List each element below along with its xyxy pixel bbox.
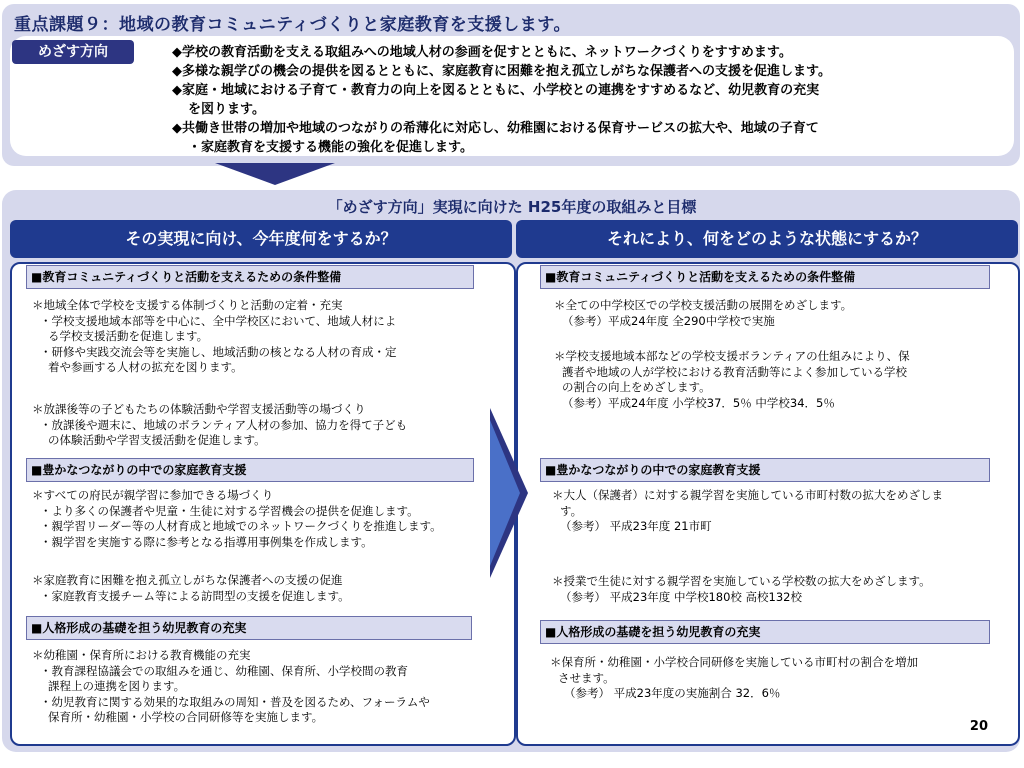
- goal-list: [172, 43, 1002, 157]
- goal-item-continued: を図ります。: [188, 102, 265, 117]
- left-text-block: ＊家庭教育に困難を抱え孤立しがちな保護者への支援の促進 ・家庭教育支援チーム等による訪問型の支援を促進します。: [32, 573, 350, 603]
- left-text-block: ＊地域全体で学校を支援する体制づくりと活動の定着・充実 ・学校支援地域本部等を中心に、全中学校区において、地域人材によ る学校支援活動を促進します。 ・研修や実践交流会等を実施し、地域活動の核となる人材の育成・定 着や参画する人材の拡充を図ります。: [32, 298, 397, 374]
- left-section-heading: ■人格形成の基礎を担う幼児教育の充実: [26, 616, 472, 640]
- left-section-heading: ■教育コミュニティづくりと活動を支えるための条件整備: [26, 265, 474, 289]
- goal-item: ◆多様な親学びの機会の提供を図るとともに、家庭教育に困難を抱え孤立しがちな保護者への支援を促進します。: [172, 64, 831, 79]
- left-text-block: ＊すべての府民が親学習に参加できる場づくり ・より多くの保護者や児童・生徒に対する学習機会の提供を促進します。 ・親学習リーダー等の人材育成と地域でのネットワークづくりを推進します。 ・親学習を実施する際に参考となる指導用事例集を作成します。: [32, 488, 442, 549]
- goal-item-continued: ・家庭教育を支援する機能の強化を促進します。: [188, 140, 473, 155]
- goal-item: ◆学校の教育活動を支える取組みへの地域人材の参画を促すとともに、ネットワークづくりをすすめます。: [172, 45, 792, 60]
- down-arrow-icon: [215, 163, 335, 185]
- right-text-block: ＊学校支援地域本部などの学校支援ボランティアの仕組みにより、保 護者や地域の人が学校における教育活動等によく参加している学校 の割合の向上をめざします。 （参考）平成24年度 小学校37．5％ 中学校34．5％: [554, 349, 910, 410]
- right-arrow-fill-icon: [490, 420, 520, 566]
- right-text-block: ＊授業で生徒に対する親学習を実施している学校数の拡大をめざします。 （参考） 平成23年度 中学校180校 高校132校: [552, 574, 931, 604]
- page-title: 重点課題９：地域の教育コミュニティづくりと家庭教育を支援します。: [14, 15, 571, 35]
- left-text-block: ＊幼稚園・保育所における教育機能の充実 ・教育課程協議会での取組みを通じ、幼稚園、保育所、小学校間の教育 課程上の連携を図ります。 ・幼児教育に関する効果的な取組みの周知・普及を図るため、フォーラムや 保育所・幼稚園・小学校の合同研修等を実施します。: [32, 648, 430, 724]
- right-section-heading: ■豊かなつながりの中での家庭教育支援: [540, 458, 990, 482]
- right-section-heading: ■人格形成の基礎を担う幼児教育の充実: [540, 620, 990, 644]
- goal-tag: めざす方向: [12, 40, 134, 64]
- right-text-block: ＊大人（保護者）に対する親学習を実施している市町村数の拡大をめざしま す。 （参考） 平成23年度 21市町: [552, 488, 943, 533]
- right-section-heading: ■教育コミュニティづくりと活動を支えるための条件整備: [540, 265, 990, 289]
- right-text-block: ＊全ての中学校区での学校支援活動の展開をめざします。 （参考）平成24年度 全290中学校で実施: [554, 298, 853, 328]
- right-column-header: それにより、何をどのような状態にするか？: [516, 220, 1018, 258]
- left-text-block: ＊放課後等の子どもたちの体験活動や学習支援活動等の場づくり ・放課後や週末に、地域のボランティア人材の参加、協力を得て子ども の体験活動や学習支援活動を促進します。: [32, 402, 408, 447]
- page-number: 20: [969, 719, 988, 734]
- left-column-header: その実現に向け、今年度何をするか？: [10, 220, 512, 258]
- goal-item: ◆家庭・地域における子育て・教育力の向上を図るとともに、小学校との連携をすすめるなど、幼児教育の充実: [172, 83, 820, 98]
- right-text-block: ＊保育所・幼稚園・小学校合同研修を実施している市町村の割合を増加 させます。 （参考） 平成23年度の実施割合 32．6％: [550, 655, 918, 700]
- bottom-title: 「めざす方向」実現に向けた H25年度の取組みと目標: [327, 198, 697, 216]
- left-section-heading: ■豊かなつながりの中での家庭教育支援: [26, 458, 474, 482]
- goal-item: ◆共働き世帯の増加や地域のつながりの希薄化に対応し、幼稚園における保育サービスの拡大や、地域の子育て: [172, 121, 819, 136]
